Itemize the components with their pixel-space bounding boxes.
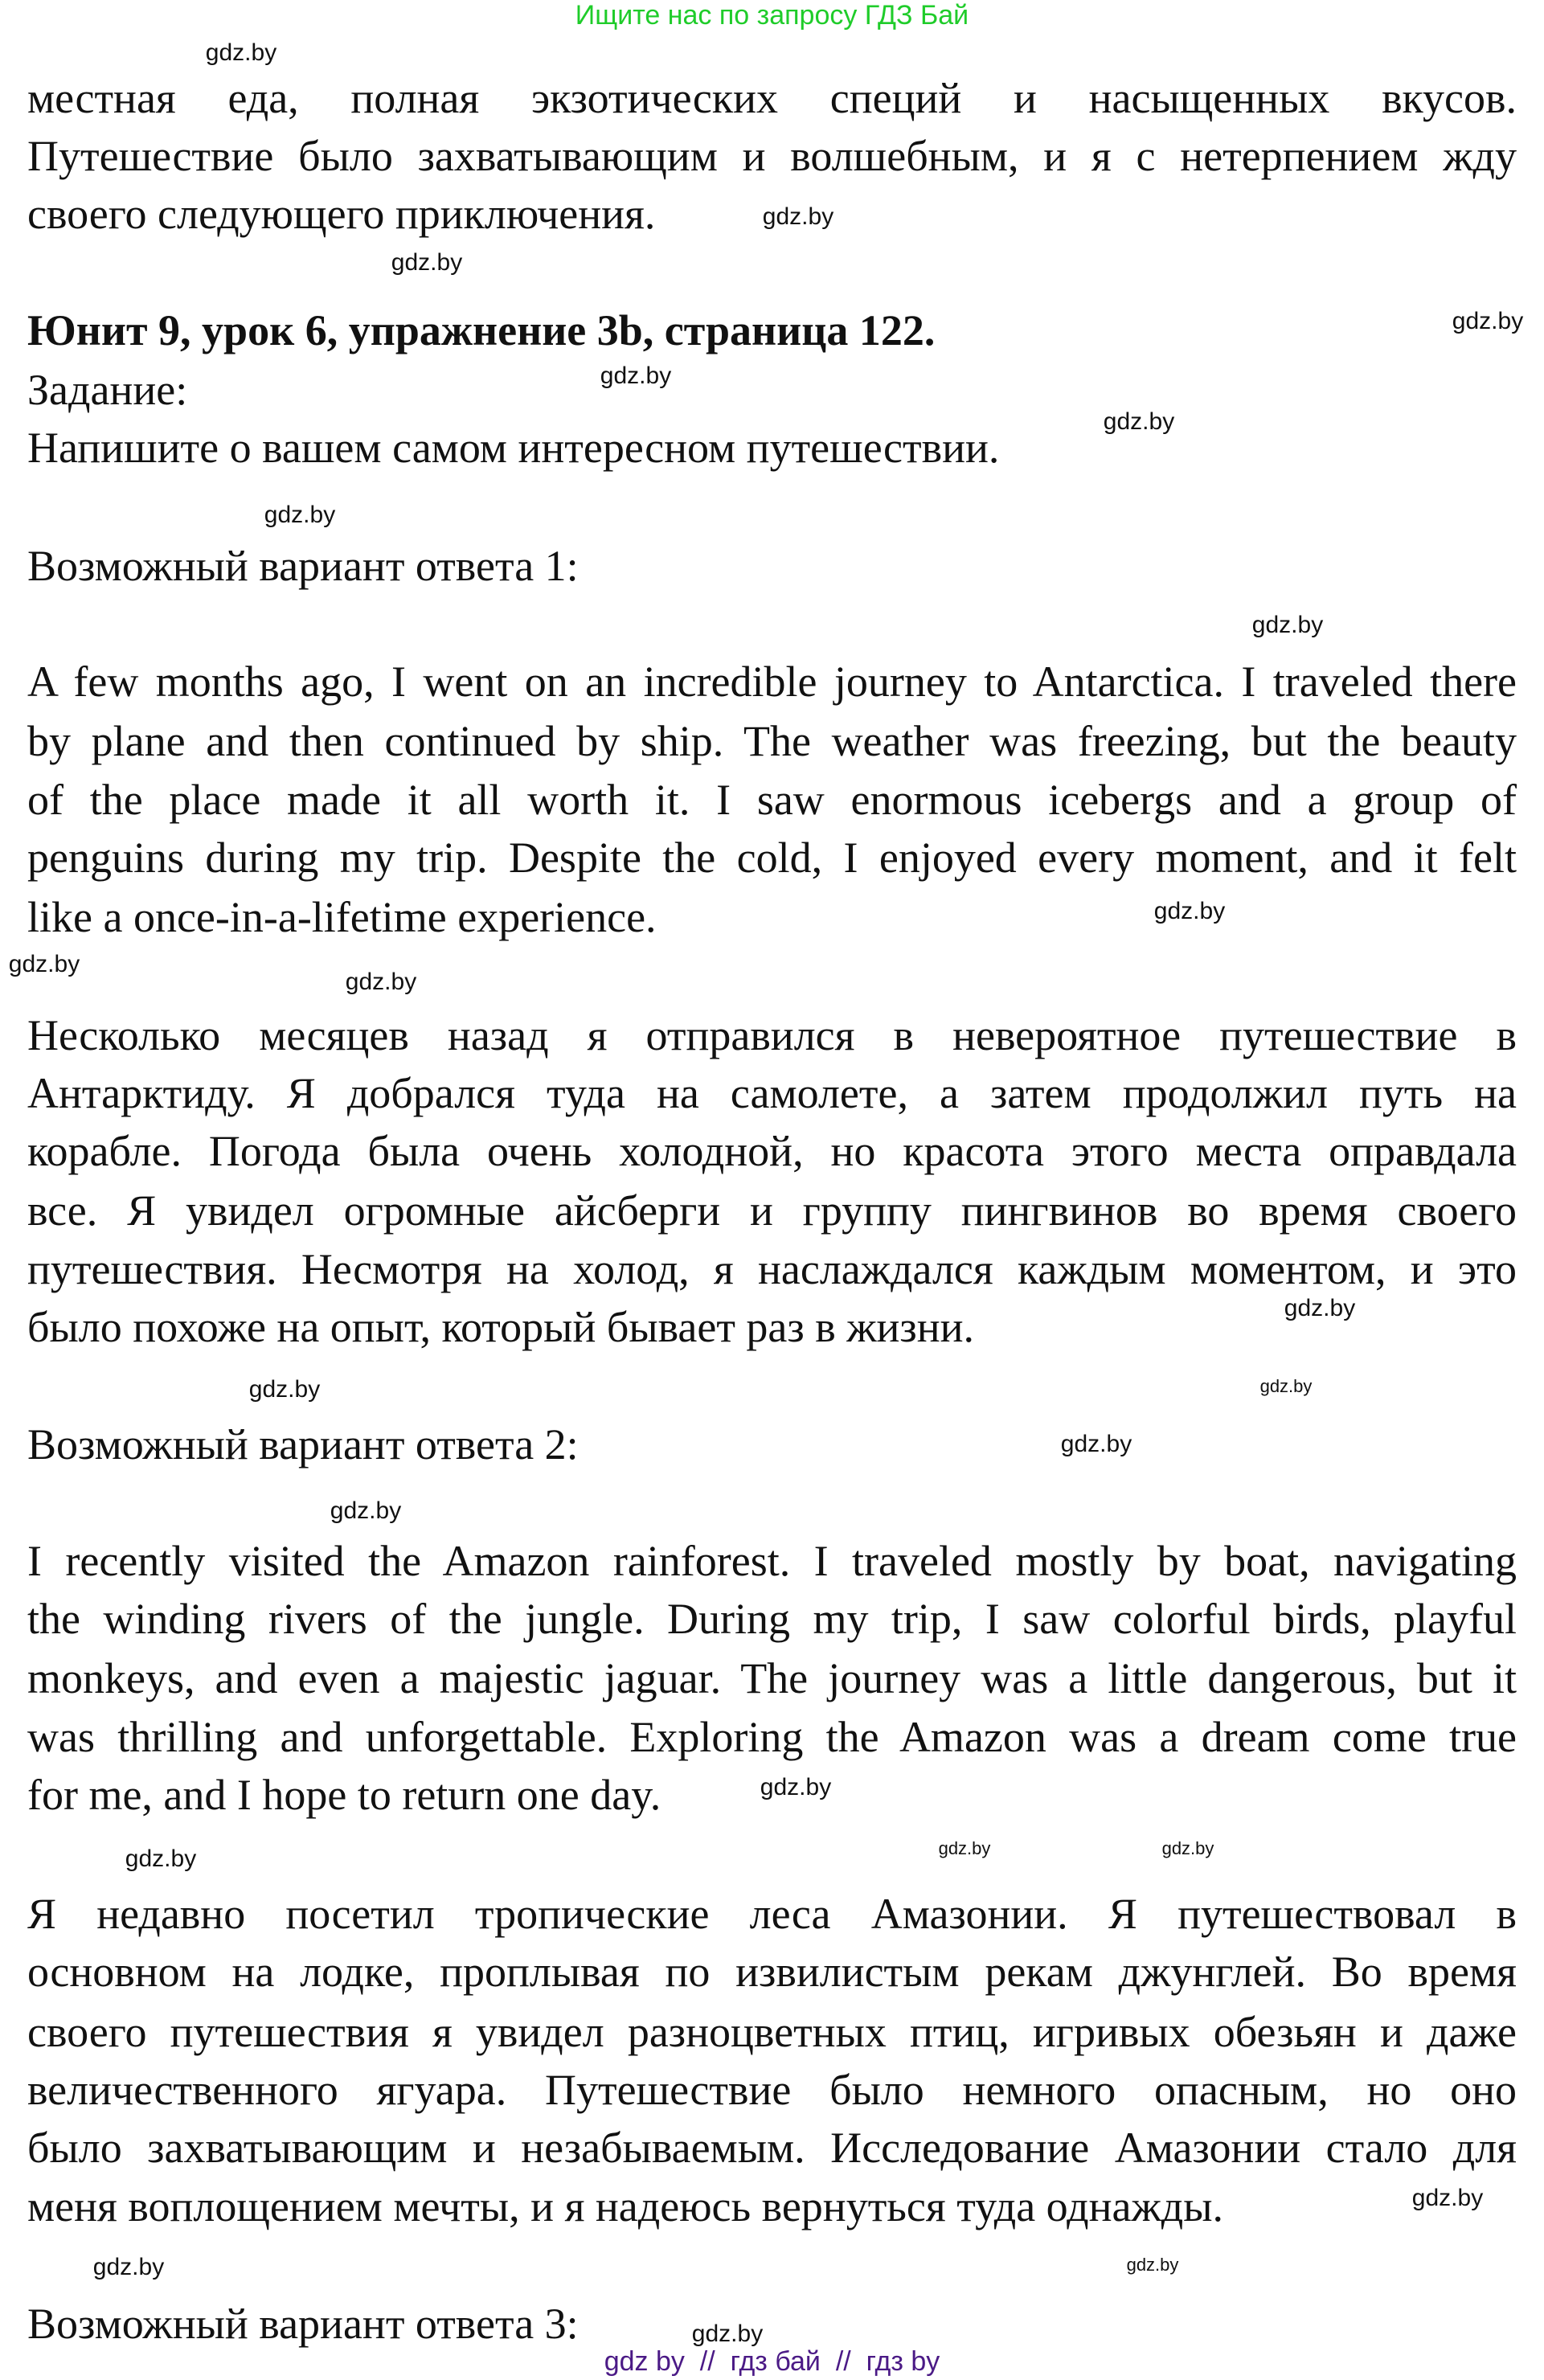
text-line: Напишите о вашем самом интересном путешествии.	[27, 424, 1000, 472]
watermark: gdz.by	[264, 502, 336, 528]
watermark: gdz.by	[1126, 2255, 1179, 2275]
search-banner: Ищите нас по запросу ГДЗ Бай	[575, 0, 969, 31]
watermark: gdz.by	[600, 363, 672, 389]
paragraph-line: Путешествие было захватывающим и волшебным, и я с нетерпением жду	[27, 132, 1517, 180]
text-line: Задание:	[27, 366, 188, 414]
paragraph-line: все. Я увидел огромные айсберги и группу пингвинов во время своего	[27, 1186, 1517, 1235]
watermark: gdz.by	[938, 1838, 991, 1858]
watermark: gdz.by	[1153, 898, 1226, 924]
paragraph-line: путешествия. Несмотря на холод, я наслаждался каждым моментом, и это	[27, 1245, 1517, 1293]
text-line: Возможный вариант ответа 2:	[27, 1420, 579, 1469]
watermark: gdz.by	[8, 951, 80, 977]
watermark: gdz.by	[248, 1376, 321, 1403]
watermark: gdz.by	[1259, 1376, 1313, 1396]
footer-links[interactable]: gdz by // гдз бай // гдз by	[604, 2346, 940, 2377]
watermark: gdz.by	[330, 1497, 402, 1524]
paragraph-line: by plane and then continued by ship. The weather was freezing, but the beauty	[27, 717, 1517, 765]
paragraph-line: Антарктиду. Я добрался туда на самолете, а затем продолжил путь на	[27, 1069, 1517, 1117]
paragraph-line: меня воплощением мечты, и я надеюсь вернуться туда однажды.	[27, 2182, 1224, 2230]
watermark: gdz.by	[1452, 308, 1524, 334]
paragraph-line: своего путешествия я увидел разноцветных птиц, игривых обезьян и даже	[27, 2008, 1517, 2056]
paragraph-line: было похоже на опыт, который бывает раз в жизни.	[27, 1303, 975, 1351]
watermark: gdz.by	[92, 2254, 165, 2280]
text-line: Возможный вариант ответа 1:	[27, 542, 579, 590]
paragraph-line: Я недавно посетил тропические леса Амазонии. Я путешествовал в	[27, 1890, 1517, 1938]
watermark: gdz.by	[1060, 1431, 1132, 1457]
section-heading: Юнит 9, урок 6, упражнение 3b, страница 122.	[27, 306, 936, 354]
watermark: gdz.by	[1251, 612, 1324, 638]
watermark: gdz.by	[691, 2321, 764, 2347]
paragraph-line: of the place made it all worth it. I saw enormous icebergs and a group of	[27, 776, 1517, 824]
watermark: gdz.by	[1411, 2185, 1484, 2211]
watermark: gdz.by	[125, 1845, 197, 1872]
watermark: gdz.by	[205, 39, 277, 66]
text-line: Возможный вариант ответа 3:	[27, 2300, 579, 2348]
watermark: gdz.by	[760, 1774, 832, 1800]
paragraph-line: was thrilling and unforgettable. Exploring the Amazon was a dream come true	[27, 1713, 1517, 1761]
paragraph-line: местная еда, полная экзотических специй и насыщенных вкусов.	[27, 74, 1517, 122]
watermark: gdz.by	[345, 969, 417, 995]
watermark: gdz.by	[1284, 1295, 1356, 1321]
paragraph-line: I recently visited the Amazon rainforest. I traveled mostly by boat, navigating	[27, 1537, 1517, 1585]
paragraph-line: for me, and I hope to return one day.	[27, 1771, 661, 1819]
paragraph-line: Несколько месяцев назад я отправился в невероятное путешествие в	[27, 1011, 1517, 1059]
paragraph-line: monkeys, and even a majestic jaguar. The journey was a little dangerous, but it	[27, 1654, 1517, 1702]
paragraph-line: основном на лодке, проплывая по извилистым рекам джунглей. Во время	[27, 1948, 1517, 1996]
watermark: gdz.by	[762, 203, 834, 230]
paragraph-line: the winding rivers of the jungle. During my trip, I saw colorful birds, playful	[27, 1595, 1517, 1643]
watermark: gdz.by	[1103, 408, 1175, 435]
watermark: gdz.by	[1161, 1838, 1214, 1858]
paragraph-line: величественного ягуара. Путешествие было немного опасным, но оно	[27, 2066, 1517, 2114]
paragraph-line: like a once-in-a-lifetime experience.	[27, 893, 657, 941]
watermark: gdz.by	[391, 249, 463, 276]
paragraph-line: A few months ago, I went on an incredible journey to Antarctica. I traveled there	[27, 657, 1517, 706]
paragraph-line: корабле. Погода была очень холодной, но красота этого места оправдала	[27, 1127, 1517, 1175]
paragraph-line: своего следующего приключения.	[27, 190, 656, 238]
paragraph-line: было захватывающим и незабываемым. Исследование Амазонии стало для	[27, 2124, 1517, 2172]
paragraph-line: penguins during my trip. Despite the cold, I enjoyed every moment, and it felt	[27, 834, 1517, 882]
